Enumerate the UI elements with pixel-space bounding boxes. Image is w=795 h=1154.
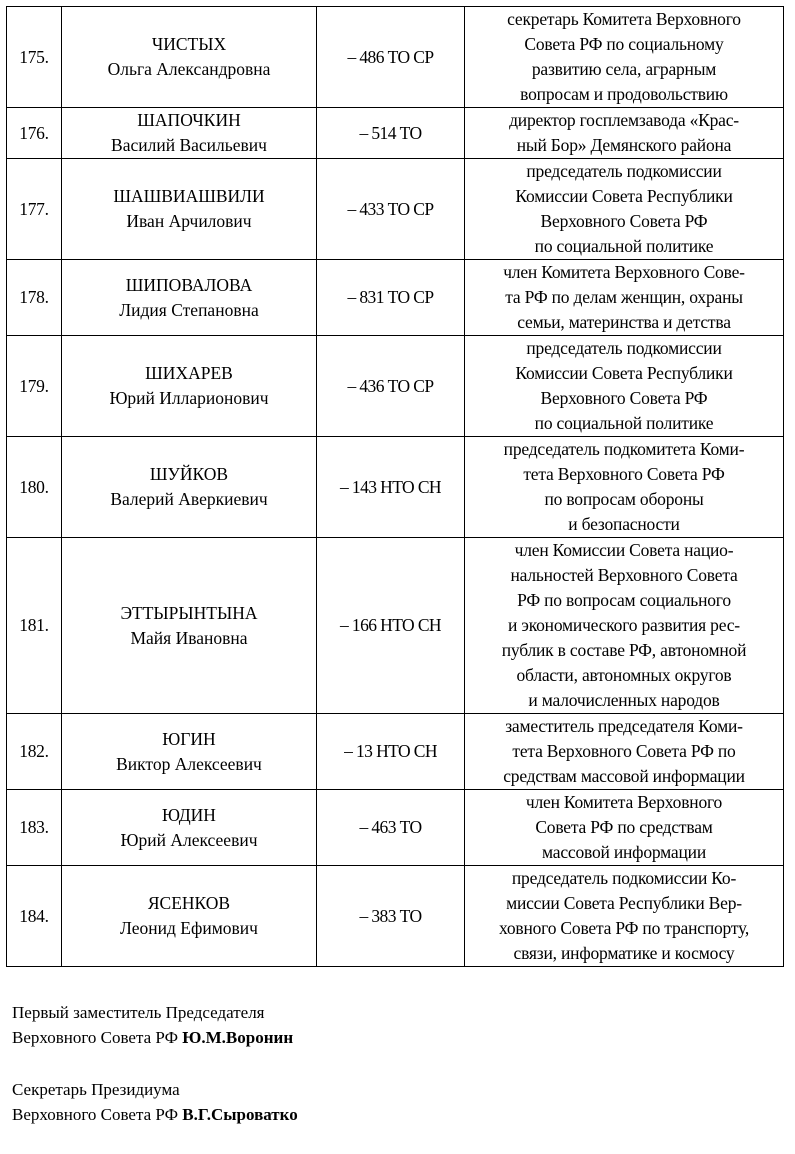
position-line: и экономического развития рес-: [508, 615, 740, 635]
deputy-position: [465, 866, 784, 967]
table-row: [7, 437, 784, 538]
signatures: [12, 1000, 782, 1154]
signature-first-deputy-chairman: [12, 1000, 782, 1050]
deputy-name-cell: [62, 336, 317, 437]
position-line: та РФ по делам женщин, охраны: [505, 287, 743, 307]
deputy-name-cell: [62, 538, 317, 714]
deputy-given-name: Валерий Аверкиевич: [110, 489, 268, 509]
position-line: член Комитета Верховного Сове-: [503, 262, 745, 282]
deputy-name-cell: [62, 714, 317, 790]
district-code: – 433 ТО СР: [317, 159, 465, 260]
deputy-name-cell: [62, 7, 317, 108]
row-number: 183.: [7, 790, 62, 866]
row-number: 177.: [7, 159, 62, 260]
row-number: 182.: [7, 714, 62, 790]
table-row: [7, 159, 784, 260]
position-line: директор госплемзавода «Крас-: [509, 110, 739, 130]
deputy-name-cell: [62, 260, 317, 336]
deputy-name-cell: [62, 790, 317, 866]
deputy-given-name: Юрий Илларионович: [109, 388, 269, 408]
district-code: – 436 ТО СР: [317, 336, 465, 437]
table-row: [7, 790, 784, 866]
position-line: миссии Совета Республики Вер-: [506, 893, 742, 913]
position-line: массовой информации: [542, 842, 706, 862]
deputy-given-name: Майя Ивановна: [130, 627, 248, 648]
position-line: тета Верховного Совета РФ по: [512, 741, 736, 761]
position-line: Верховного Совета РФ: [540, 388, 708, 408]
district-code: – 13 НТО СН: [317, 714, 465, 790]
deputy-name-cell: [62, 159, 317, 260]
signature-title: Первый заместитель Председателя: [12, 1003, 265, 1022]
position-line: и безопасности: [568, 514, 680, 534]
position-line: и малочисленных народов: [528, 690, 720, 710]
deputy-name-cell: [62, 437, 317, 538]
position-line: области, автономных округов: [516, 665, 732, 685]
district-code: – 463 ТО: [317, 790, 465, 866]
deputies-table-body: [7, 7, 784, 967]
deputies-table: [6, 6, 784, 967]
table-row: [7, 108, 784, 159]
position-line: вопросам и продовольствию: [520, 84, 728, 104]
deputy-surname: ЮГИН: [162, 728, 216, 749]
signature-organization: Верховного Совета РФ: [12, 1105, 178, 1124]
signature-name: В.Г.Сыроватко: [182, 1105, 298, 1124]
position-line: председатель подкомиссии: [526, 161, 722, 181]
deputy-surname: ЧИСТЫХ: [151, 34, 227, 54]
deputy-position: [465, 108, 784, 159]
position-line: Комиссии Совета Республики: [515, 363, 733, 383]
district-code: – 166 НТО СН: [317, 538, 465, 714]
table-row: [7, 336, 784, 437]
position-line: средствам массовой информации: [503, 766, 745, 786]
deputy-surname: ШИПОВАЛОВА: [125, 274, 253, 295]
district-code: – 514 ТО: [317, 108, 465, 159]
position-line: семьи, материнства и детства: [517, 312, 731, 332]
district-code: – 831 ТО СР: [317, 260, 465, 336]
position-line: по социальной политике: [534, 236, 714, 256]
deputy-position: [465, 714, 784, 790]
position-line: Верховного Совета РФ: [540, 211, 708, 231]
deputy-position: [465, 159, 784, 260]
signature-name: Ю.М.Воронин: [182, 1028, 294, 1047]
row-number: 181.: [7, 538, 62, 714]
row-number: 178.: [7, 260, 62, 336]
deputy-surname: ЯСЕНКОВ: [147, 893, 231, 913]
deputy-surname: ШУЙКОВ: [149, 464, 229, 484]
row-number: 179.: [7, 336, 62, 437]
deputy-position: [465, 790, 784, 866]
signature-organization: Верховного Совета РФ: [12, 1028, 178, 1047]
position-line: председатель подкомиссии: [526, 338, 722, 358]
deputy-position: [465, 7, 784, 108]
table-row: [7, 7, 784, 108]
district-code: – 383 ТО: [317, 866, 465, 967]
position-line: заместитель председателя Коми-: [505, 716, 743, 736]
position-line: по социальной политике: [534, 413, 714, 433]
position-line: Комиссии Совета Республики: [515, 186, 733, 206]
table-row: [7, 260, 784, 336]
deputy-given-name: Виктор Алексеевич: [116, 753, 262, 774]
deputy-surname: ШАШВИАШВИЛИ: [113, 186, 265, 206]
position-line: нальностей Верховного Совета: [510, 565, 738, 585]
row-number: 180.: [7, 437, 62, 538]
deputy-given-name: Лидия Степановна: [119, 299, 259, 320]
row-number: 184.: [7, 866, 62, 967]
deputy-given-name: Иван Арчилович: [126, 211, 252, 231]
deputy-given-name: Юрий Алексеевич: [120, 829, 258, 850]
position-line: председатель подкомитета Коми-: [503, 439, 745, 459]
position-line: Совета РФ по средствам: [535, 817, 713, 837]
position-line: секретарь Комитета Верховного: [507, 9, 741, 29]
deputy-given-name: Леонид Ефимович: [120, 918, 258, 938]
position-line: ховного Совета РФ по транспорту,: [498, 918, 750, 938]
deputy-position: [465, 336, 784, 437]
table-row: [7, 866, 784, 967]
deputy-given-name: Ольга Александровна: [107, 59, 271, 79]
deputy-name-cell: [62, 866, 317, 967]
signature-title-line2: [12, 1025, 782, 1050]
deputy-surname: ЮДИН: [162, 804, 216, 825]
signature-presidium-secretary: [12, 1077, 782, 1127]
position-line: член Комитета Верховного: [525, 792, 723, 812]
position-line: председатель подкомиссии Ко-: [511, 868, 737, 888]
position-line: связи, информатике и космосу: [513, 943, 735, 963]
district-code: – 143 НТО СН: [317, 437, 465, 538]
deputy-surname: ШИХАРЕВ: [145, 363, 233, 383]
signature-title-line2: [12, 1102, 782, 1127]
deputy-given-name: Василий Васильевич: [111, 135, 267, 155]
deputy-surname: ЭТТЫРЫНТЫНА: [120, 602, 258, 623]
row-number: 175.: [7, 7, 62, 108]
position-line: по вопросам обороны: [544, 489, 704, 509]
position-line: Совета РФ по социальному: [524, 34, 724, 54]
district-code: – 486 ТО СР: [317, 7, 465, 108]
position-line: тета Верховного Совета РФ: [523, 464, 725, 484]
table-row: [7, 538, 784, 714]
position-line: публик в составе РФ, автономной: [501, 640, 747, 660]
deputy-name-cell: [62, 108, 317, 159]
deputy-position: [465, 260, 784, 336]
deputy-position: [465, 437, 784, 538]
position-line: член Комиссии Совета нацио-: [514, 540, 734, 560]
signature-title: Секретарь Президиума: [12, 1080, 180, 1099]
row-number: 176.: [7, 108, 62, 159]
position-line: РФ по вопросам социального: [517, 590, 731, 610]
deputy-position: [465, 538, 784, 714]
deputy-surname: ШАПОЧКИН: [137, 110, 241, 130]
table-row: [7, 714, 784, 790]
position-line: ный Бор» Демянского района: [516, 135, 732, 155]
position-line: развитию села, аграрным: [531, 59, 717, 79]
